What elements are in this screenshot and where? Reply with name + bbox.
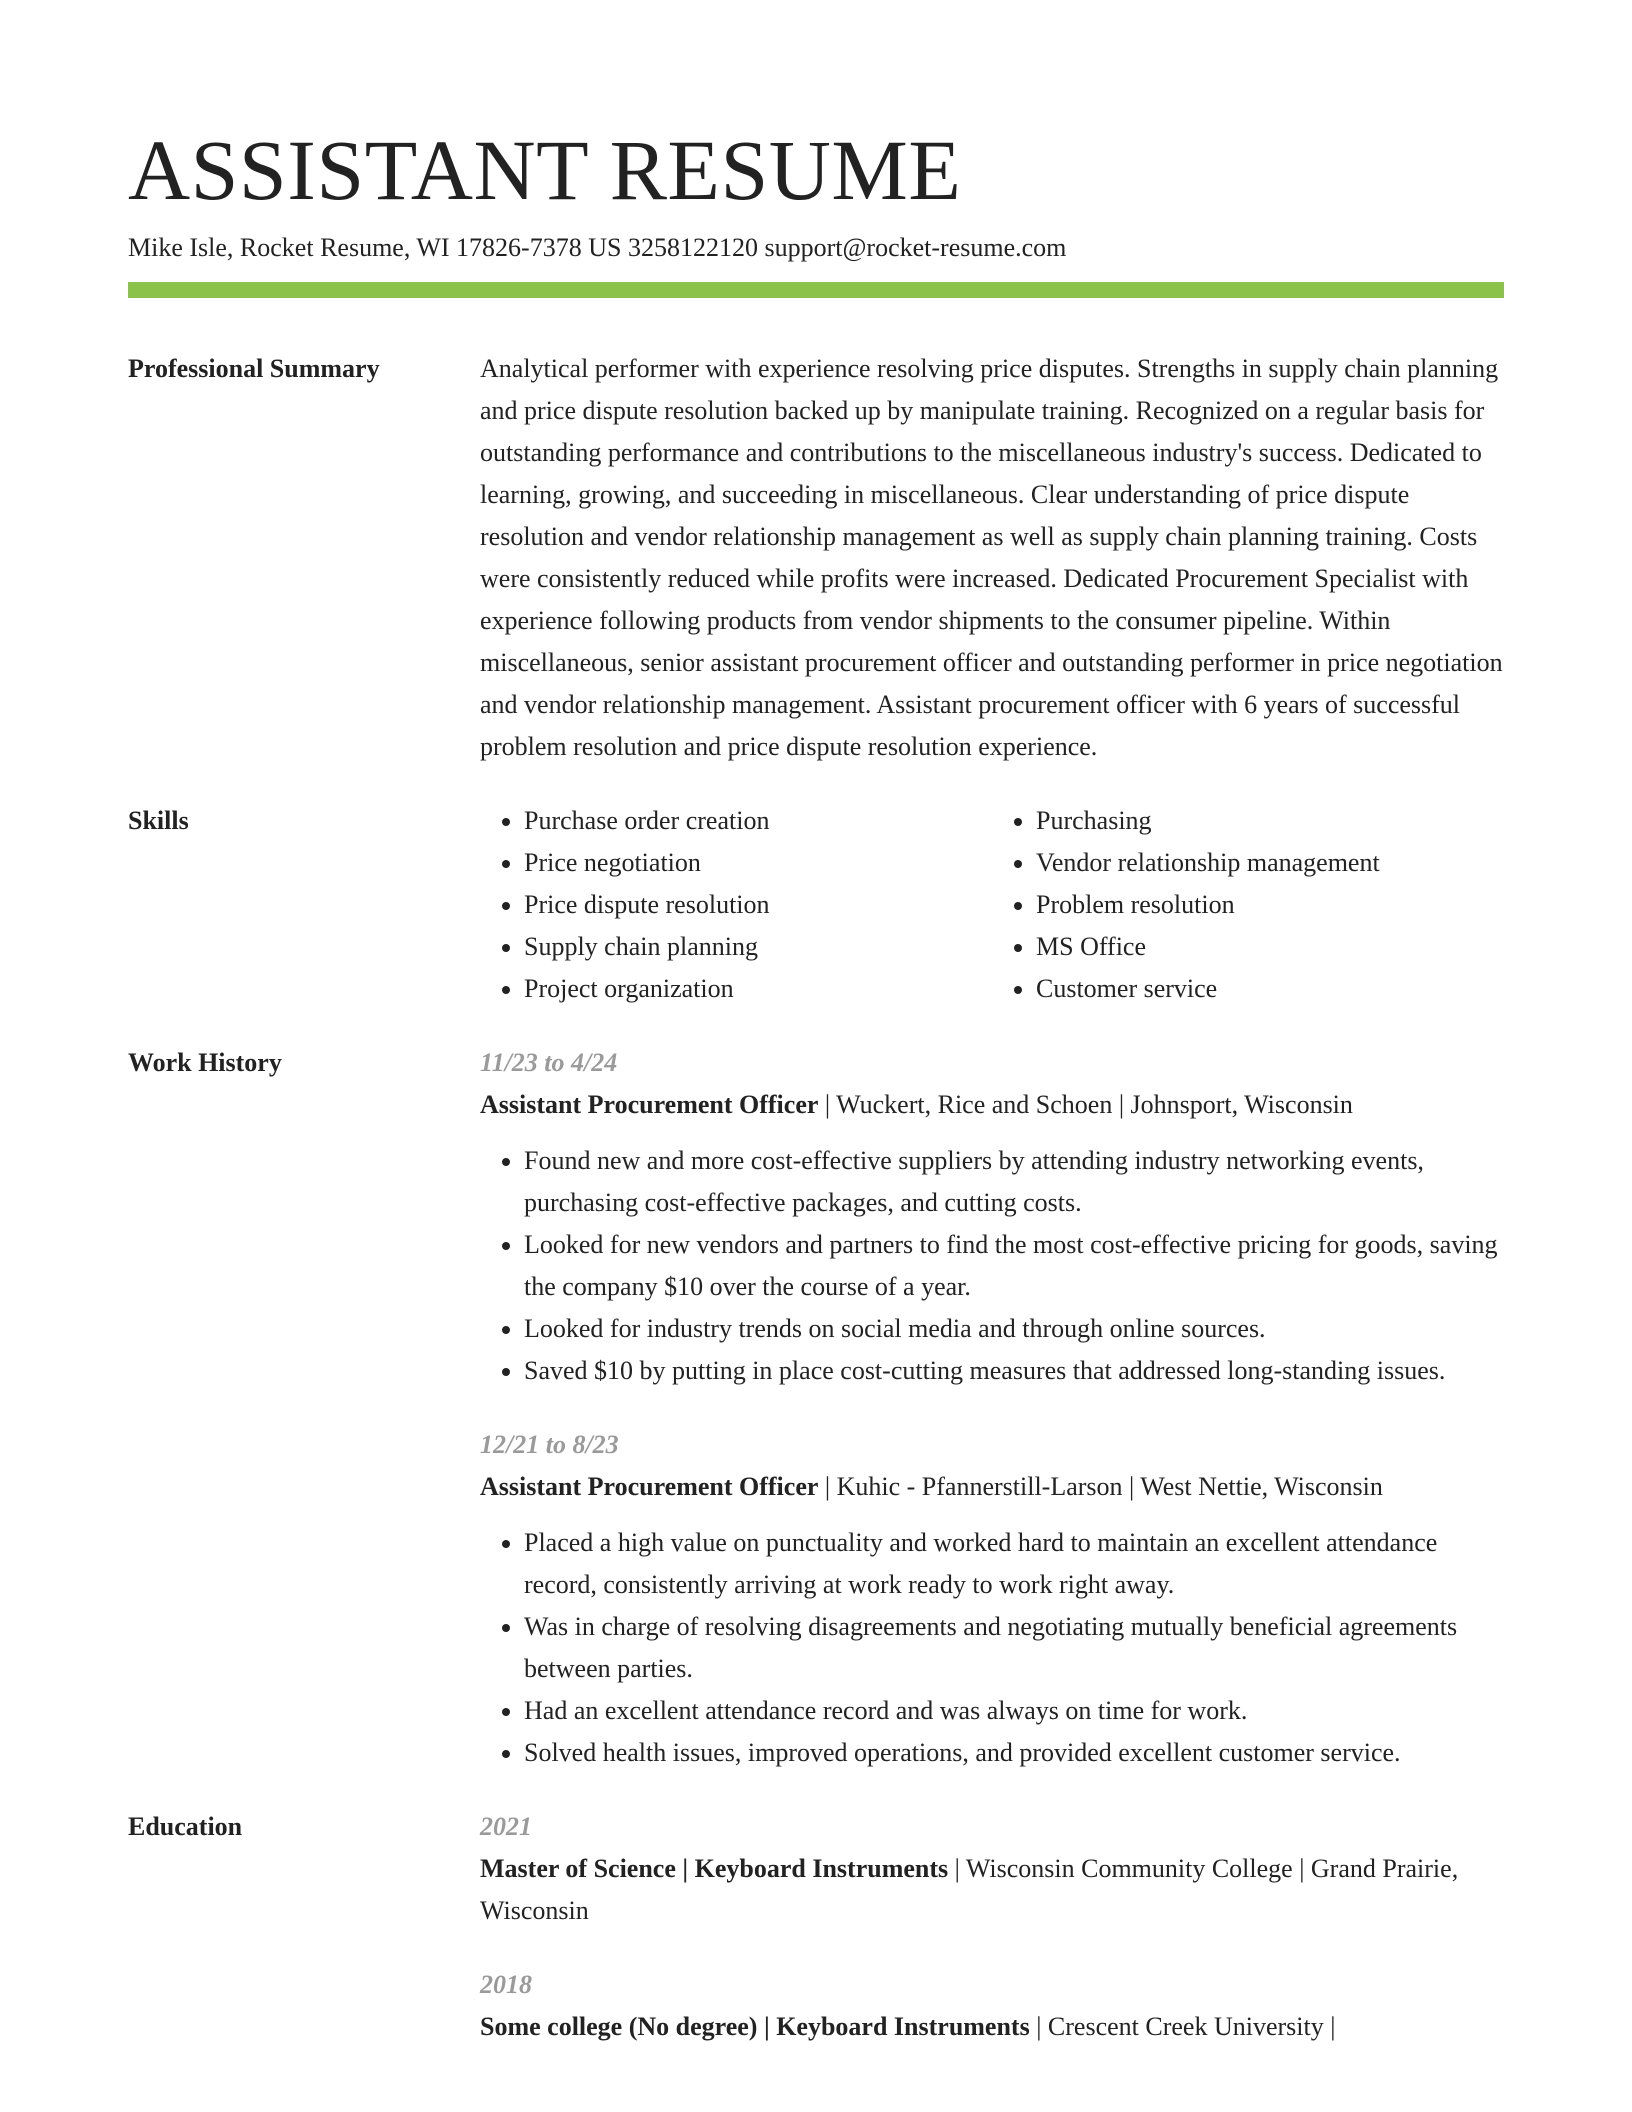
summary-heading: Professional Summary: [128, 354, 380, 383]
skill-item: • Project organization: [524, 968, 992, 1010]
resume-page: [128, 118, 1504, 2048]
work-history-heading: Work History: [128, 1048, 282, 1077]
job-heading: [480, 1084, 1504, 1126]
summary-text: Analytical performer with experience resolving price disputes. Strengths in supply chain planning and price dispute resolution backed up by manipulate training. Recognized on a regular basis for outstanding performance and contributions to the miscellaneous industry's success. Dedicated to learning, growing, and succeeding in miscellaneous. Clear understanding of price dispute resolution and vendor relationship management as well as supply chain planning training. Costs were consistently reduced while profits were increased. Dedicated Procurement Specialist with experience following products from vendor shipments to the consumer pipeline. Within miscellaneous, senior assistant procurement officer and outstanding performer in price negotiation and vendor relationship management. Assistant procurement officer with 6 years of successful problem resolution and price dispute resolution experience.: [480, 354, 1503, 761]
job-bullet: • Had an excellent attendance record and was always on time for work.: [524, 1690, 1504, 1732]
summary-section: [128, 348, 1504, 768]
skills-list: [480, 800, 1504, 1010]
skill-item: • Supply chain planning: [524, 926, 992, 968]
degree-title: Master of Science | Keyboard Instruments: [480, 1854, 949, 1883]
job-bullet: • Was in charge of resolving disagreements and negotiating mutually beneficial agreements between parties.: [524, 1606, 1504, 1690]
education-entry: [480, 1964, 1504, 2048]
education-details: | Wisconsin Community College | Grand Prairie, Wisconsin: [480, 1854, 1459, 1925]
job-dates: 12/21 to 8/23: [480, 1430, 619, 1459]
job-bullet: • Placed a high value on punctuality and worked hard to maintain an excellent attendance record, consistently arriving at work ready to work right away.: [524, 1522, 1504, 1606]
education-details: | Crescent Creek University |: [1029, 2012, 1336, 2041]
skills-heading: Skills: [128, 806, 189, 835]
degree-title: Some college (No degree) | Keyboard Instruments: [480, 2012, 1030, 2041]
work-history-section: [128, 1042, 1504, 1774]
contact-address: Rocket Resume, WI 17826-7378 US: [239, 233, 622, 262]
job-entry: [480, 1424, 1504, 1774]
accent-divider: [128, 282, 1504, 298]
job-entry: [480, 1042, 1504, 1392]
job-bullet: • Found new and more cost-effective suppliers by attending industry networking events, purchasing cost-effective packages, and cutting costs.: [524, 1140, 1504, 1224]
work-history-list: [480, 1042, 1504, 1774]
skill-item: • Vendor relationship management: [1036, 842, 1504, 884]
education-section: [128, 1806, 1504, 2048]
contact-name: Mike Isle,: [128, 233, 234, 262]
contact-email: support@rocket-resume.com: [764, 233, 1067, 262]
education-heading-line: [480, 2006, 1504, 2048]
education-heading-line: [480, 1848, 1504, 1932]
job-bullets: [480, 1522, 1504, 1774]
contact-phone: 3258122120: [627, 233, 758, 262]
education-year: 2018: [480, 1970, 532, 1999]
job-details: | Wuckert, Rice and Schoen | Johnsport, Wisconsin: [818, 1090, 1353, 1119]
education-year: 2021: [480, 1812, 532, 1841]
resume-title: ASSISTANT RESUME: [128, 122, 962, 218]
job-dates: 11/23 to 4/24: [480, 1048, 618, 1077]
skills-column-right: [992, 800, 1504, 1010]
job-bullet: • Solved health issues, improved operations, and provided excellent customer service.: [524, 1732, 1504, 1774]
skills-column-left: [480, 800, 992, 1010]
skill-item: • Price dispute resolution: [524, 884, 992, 926]
education-list: [480, 1806, 1504, 2048]
job-bullet: • Looked for new vendors and partners to find the most cost-effective pricing for goods, saving the company $10 over the course of a year.: [524, 1224, 1504, 1308]
skill-item: • Purchasing: [1036, 800, 1504, 842]
education-heading: Education: [128, 1812, 243, 1841]
education-entry: [480, 1806, 1504, 1932]
job-title: Assistant Procurement Officer: [480, 1090, 819, 1119]
contact-line: [128, 230, 1504, 266]
skill-item: • MS Office: [1036, 926, 1504, 968]
job-bullet: • Looked for industry trends on social media and through online sources.: [524, 1308, 1504, 1350]
job-bullet: • Saved $10 by putting in place cost-cutting measures that addressed long-standing issues.: [524, 1350, 1504, 1392]
skill-item: • Customer service: [1036, 968, 1504, 1010]
skill-item: • Problem resolution: [1036, 884, 1504, 926]
skill-item: • Price negotiation: [524, 842, 992, 884]
job-heading: [480, 1466, 1504, 1508]
skill-item: • Purchase order creation: [524, 800, 992, 842]
skills-section: [128, 800, 1504, 1010]
job-details: | Kuhic - Pfannerstill-Larson | West Nettie, Wisconsin: [818, 1472, 1383, 1501]
job-bullets: [480, 1140, 1504, 1392]
job-title: Assistant Procurement Officer: [480, 1472, 819, 1501]
